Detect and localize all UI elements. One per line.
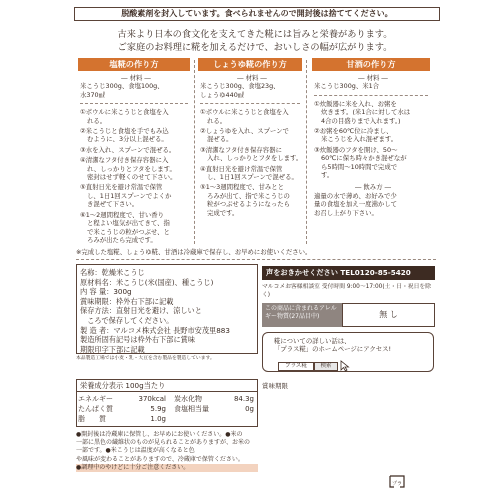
step-line: す。 (321, 171, 334, 180)
label-row (80, 345, 145, 354)
divider (200, 103, 300, 104)
steps-list (80, 108, 192, 244)
label-key: 製 造 者 (80, 325, 107, 335)
recipe-step (200, 183, 304, 217)
nutrition-row (78, 404, 256, 414)
recipe-step (80, 127, 192, 144)
step-line: 入れ、しっかりとフタをします。 (207, 154, 303, 163)
intro-line: ご家庭のお料理に糀を加えるだけで、おいしさの幅が広がります。 (117, 42, 393, 53)
contact-line: マルコメお客様相談室 受付時間 9:00～17:00(土・日・祝日を除く) (262, 284, 431, 298)
expiry-label: 賞味期限 (262, 382, 288, 390)
label-value: ：枠外右下部に記載 (108, 296, 174, 306)
materials-title: ― 材料 ― (121, 74, 151, 82)
nutrient-value: 1.0g (150, 415, 166, 423)
recipe-step (80, 183, 192, 208)
bubble-line: 糀についての詳しい話は、 (274, 337, 351, 345)
recipe-step (200, 165, 304, 182)
label-value: ：米こうじ(米(国産)、種こうじ) (108, 277, 214, 287)
shio-koji-recipe (80, 74, 192, 246)
nutrient-value: 5.9g (150, 405, 166, 413)
column-divider (306, 60, 307, 244)
step-line: 混ぜる。 (207, 135, 233, 144)
step-line: ②お粥を60℃位に冷まし、 (314, 127, 393, 136)
caution-notes (76, 431, 258, 472)
step-line: れる。 (87, 116, 107, 125)
bubble-line: 「プラス糀」のホームページにアクセス! (274, 345, 392, 353)
step-line: 密封はせず軽くのせて下さい。 (87, 173, 177, 182)
step-line: ①ボウルに米こうじと食塩を入 (80, 108, 169, 117)
nutrition-row (78, 394, 256, 404)
amazake-heading: 甘酒の作り方 (312, 58, 430, 71)
caution-line: 一部です。●米こうじは温度が高くなると色 (76, 447, 195, 455)
caution-line: 一部に黒色の繊維状のものが見られることがありますが、お米の (76, 439, 251, 447)
label-key: 製造所固有記号 (80, 335, 131, 345)
label-row (80, 268, 145, 277)
step-line: ろみが出て、指で米こうじの (207, 191, 290, 200)
recipe-step (80, 156, 192, 181)
step-line: ③清潔なフタ付き保存容器に (200, 145, 282, 154)
step-line: むように、3分以上混ぜる。 (87, 135, 168, 144)
step-line: 4合の目盛りまで入れます。) (321, 116, 401, 125)
label-key: 原材料名 (80, 277, 109, 287)
step-line: し、1日1回スプーンで混ぜる。 (207, 173, 298, 182)
nutrition-rows (78, 394, 256, 424)
label-key: 賞味期限 (80, 296, 109, 306)
nutrient-name: エネルギー (78, 395, 113, 403)
nutrient-name: 脂 質 (78, 415, 106, 423)
recycle-mark-label: プラ (391, 481, 402, 487)
materials-line: 米こうじ300g、米1合 (314, 82, 380, 91)
nutrient-name: 食塩相当量 (174, 405, 209, 413)
recipe-step (200, 127, 304, 144)
recipe-step (314, 146, 432, 180)
recipe-step (200, 146, 304, 163)
materials-title: ― 材料 ― (237, 74, 267, 82)
product-label (76, 264, 258, 354)
caution-line: や風味が変わることがありますので、冷蔵庫で保管ください。 (76, 455, 244, 463)
step-line: 60℃に保ち時々かき混ぜなが (321, 154, 407, 163)
label-row (80, 297, 173, 306)
step-line: ら5時間～10時間で完成で (321, 162, 398, 171)
nutrient-value: 370kcal (138, 395, 166, 403)
divider (314, 95, 428, 96)
label-value: 称：乾燥米こうじ (87, 268, 145, 277)
label-key: 名 (80, 268, 88, 277)
amazake-recipe (314, 74, 432, 217)
drink-line: お召し上がり下さい。 (314, 208, 378, 217)
step-line: 完成です。 (207, 208, 239, 217)
step-line: ①炊飯器に米を入れ、お粥を (314, 99, 397, 108)
recipe-step (314, 127, 432, 144)
label-value: ：マルコメ株式会社 長野市安茂里883 (106, 325, 230, 335)
bubble-text (274, 337, 391, 353)
shoyu-koji-heading: しょうゆ糀の作り方 (198, 58, 302, 71)
label-row (80, 316, 173, 325)
step-line: ⑥1～2週間程度で、甘い香り (80, 210, 165, 219)
step-line: ④直射日光を避け常温で保管 (200, 164, 283, 173)
nutrient-value: 84.3g (233, 395, 254, 403)
caution-line: ●開封後は冷蔵庫に保管し、お早めにお使いください。●米の (76, 431, 243, 438)
nutrition-row (78, 414, 256, 424)
label-row (80, 278, 213, 287)
step-line: れ、しっかりとフタをします。 (87, 164, 176, 173)
step-line: ⑤1～3週間程度で、甘みとと (200, 183, 285, 192)
steps-list (200, 108, 304, 217)
step-line: ⑤直射日光を避け常温で保管 (80, 183, 163, 192)
step-line: れる。 (207, 116, 227, 125)
nutrition-title: 栄養成分表示 100g当たり (76, 379, 258, 392)
label-value: は枠外右下部に賞味 (130, 335, 196, 345)
nutrient-name: 炭水化物 (174, 395, 202, 403)
column-divider (194, 60, 195, 244)
divider (80, 103, 188, 104)
materials-title: ― 材料 ― (358, 74, 388, 82)
materials-line: 米こうじ300g、食塩100g、 (80, 82, 164, 91)
step-line: ろみが出たら完成です。 (87, 235, 157, 244)
intro-line: 古来より日本の食文化を支えてきた糀には旨みと栄養があります。 (117, 29, 393, 40)
recipe-step (314, 100, 432, 125)
search-button: 検索 (314, 362, 338, 371)
step-line: ①ボウルに米こうじと食塩を入 (200, 108, 289, 117)
drink-line: 量の食塩を加え一度沸かして (314, 200, 398, 209)
step-line: ④清潔なフタ付き保存容器に入 (80, 156, 169, 165)
step-line: ③水を入れ、スプーンで混ぜる。 (80, 145, 176, 154)
recipe-step (200, 108, 304, 125)
label-row (80, 306, 202, 315)
recipe-step (80, 108, 192, 125)
step-line: ②米こうじと食塩を手でもみ込 (80, 127, 169, 136)
desiccant-notice: 脱酸素剤を封入しています。食べられませんので開封後は捨ててください。 (74, 7, 440, 21)
search-keyword: プラス糀 (278, 362, 314, 371)
drink-title: ― 飲み方 ― (354, 183, 392, 192)
caution-line: ●調理中のやけどに十分ご注意ください。 (76, 464, 258, 472)
cursor-icon (340, 360, 350, 372)
steps-list (314, 100, 432, 180)
allergy-value: 無 し (342, 303, 435, 327)
label-key: 期限印字下部に記載 (80, 344, 145, 354)
recipe-step (80, 146, 192, 154)
shoyu-koji-recipe (200, 74, 304, 219)
nutrient-name: たんぱく質 (78, 405, 113, 413)
label-row (80, 326, 230, 335)
step-line: 炊きます。(米1合に対して水は (321, 108, 411, 117)
step-line: と程よい塩気が出てきて、指 (87, 219, 170, 228)
plastic-recycle-icon (388, 474, 406, 490)
step-line: 粒がつぶせるようになったら (207, 200, 291, 209)
label-key: 保存方法 (80, 306, 109, 316)
drink-line: 適量の水で薄め、お好みで少 (314, 191, 397, 200)
step-line: 米こうじを入れ混ぜます。 (321, 135, 398, 144)
label-value: ：直射日光を避け、涼しいと (108, 306, 202, 316)
materials-line: しょうゆ440㎖ (200, 90, 245, 99)
divider (76, 259, 436, 260)
step-line: き混ぜて下さい。 (87, 200, 139, 209)
contact-banner: 声をおきかせください TEL0120-85-5420 (262, 266, 435, 280)
intro-text (80, 28, 430, 54)
recipe-step (80, 211, 192, 245)
shio-koji-heading: 塩糀の作り方 (78, 58, 190, 71)
storage-footnote: ※完成した塩糀、しょうゆ糀、甘酒は冷蔵庫で保存し、お早めにお使いください。 (76, 248, 312, 256)
nutrient-value: 0g (245, 405, 254, 413)
label-value: ：300g (106, 287, 132, 297)
allergy-heading: この商品に含まれるアレルギー物質(27品目中) (262, 303, 342, 327)
materials-line: 米こうじ300g、食塩23g、 (200, 82, 280, 91)
label-key: 内 容 量 (80, 287, 107, 297)
label-row (80, 335, 195, 344)
factory-note: 本品製造工場では小麦・乳・大豆を含む製品を製造しています。 (76, 356, 215, 361)
label-value: ころで保存してください。 (80, 316, 174, 325)
step-line: ③炊飯器のフタを開け、50～ (314, 145, 398, 154)
step-line: で米こうじの粒がつぶせ、と (87, 227, 170, 236)
materials-line: 水370㎖ (80, 90, 105, 99)
step-line: し、1日1回スプーンでよくか (87, 191, 172, 200)
step-line: ②しょうゆを入れ、スプーンで (200, 127, 289, 136)
label-row (80, 287, 132, 296)
